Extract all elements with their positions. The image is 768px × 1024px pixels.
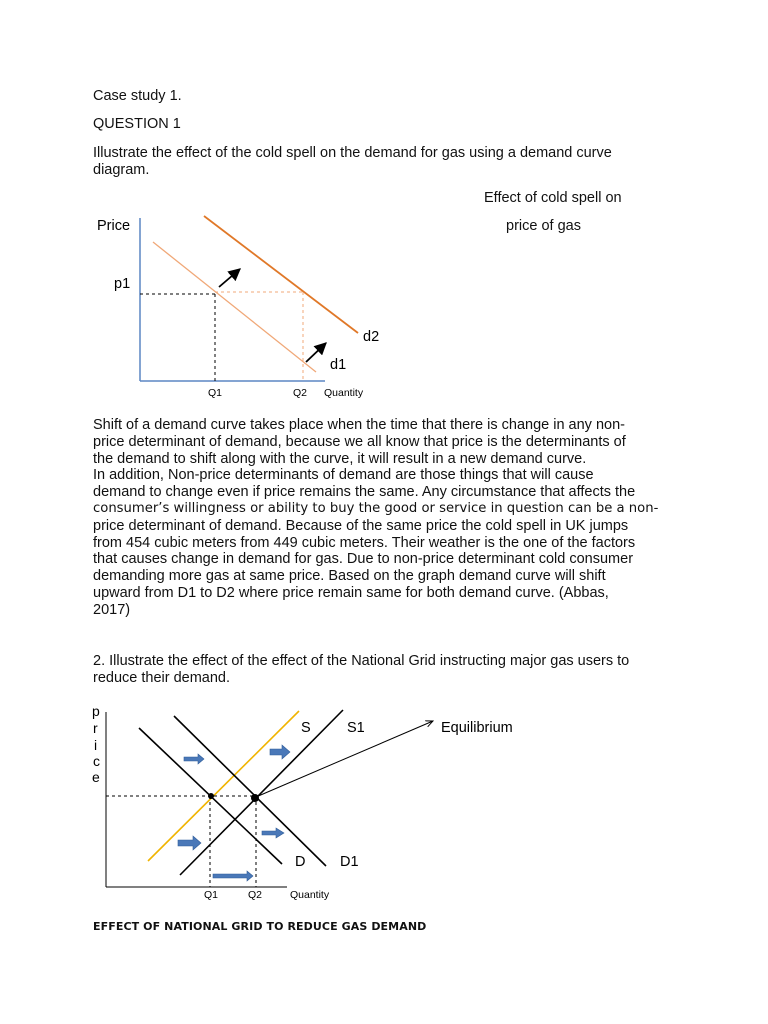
s-label: S — [301, 720, 311, 736]
d2-label: d2 — [363, 329, 380, 345]
price-letter-c: c — [93, 753, 100, 769]
equilibrium-point-1 — [208, 793, 214, 799]
q1-label: Q1 — [208, 387, 223, 399]
s1-label: S1 — [347, 720, 365, 736]
question-title: QUESTION 1 — [93, 116, 181, 132]
price-letter-p: p — [92, 703, 100, 719]
question-1-prompt-line-1: Illustrate the effect of the cold spell on the demand for gas using a demand curve — [93, 145, 612, 161]
paragraph-line: In addition, Non-price determinants of demand are those things that will cause — [93, 467, 594, 484]
paragraph-line: price determinant of demand, because we all know that price is the determinants of — [93, 433, 626, 450]
d-label: D — [295, 854, 306, 870]
figure-caption: EFFECT OF NATIONAL GRID TO REDUCE GAS DEMAND — [93, 920, 427, 933]
paragraph-line: demand to change even if price remains the same. Any circumstance that affects the — [93, 484, 636, 501]
p1-label: p1 — [114, 276, 131, 292]
case-title: Case study 1. — [93, 88, 182, 104]
question-1-prompt-line-2: diagram. — [93, 162, 150, 178]
side-note-line-2: price of gas — [506, 218, 581, 234]
question-2-line-2: reduce their demand. — [93, 670, 231, 686]
paragraph-line: 2017) — [93, 601, 131, 618]
paragraph-line: Shift of a demand curve takes place when the time that there is change in any non- — [93, 417, 625, 433]
supply-curve-s — [148, 711, 299, 861]
price-letter-i: i — [94, 737, 98, 753]
quantity-axis-label: Quantity — [324, 387, 364, 399]
shift-arrow-icon — [262, 828, 284, 838]
shift-arrow-icon — [178, 836, 201, 850]
price-letter-e: e — [92, 769, 100, 785]
paragraph-line: consumer’s willingness or ability to buy the good or service in question can be a non- — [93, 500, 659, 516]
q2-label: Q2 — [293, 387, 308, 399]
side-note-line-1: Effect of cold spell on — [484, 190, 622, 206]
paragraph-line: upward from D1 to D2 where price remain same for both demand curve. (Abbas, — [93, 584, 609, 601]
shift-arrow-icon — [184, 754, 204, 764]
paragraph-line: from 454 cubic meters from 449 cubic meters. Their weather is the one of the factors — [93, 534, 636, 551]
equilibrium-label: Equilibrium — [441, 720, 513, 736]
equilibrium-point-2 — [251, 794, 259, 802]
paragraph-line: price determinant of demand. Because of the same price the cold spell in UK jumps — [93, 517, 629, 534]
q1-label: Q1 — [204, 889, 219, 901]
d1-label: D1 — [340, 854, 359, 870]
supply-curve-s1 — [180, 710, 343, 875]
quantity-axis-label: Quantity — [290, 889, 330, 901]
price-letter-r: r — [93, 720, 98, 736]
d1-label: d1 — [330, 357, 347, 373]
paragraph-line: the demand to shift along with the curve, it will result in a new demand curve. — [93, 450, 587, 467]
shift-arrow-icon — [270, 745, 290, 759]
paragraph-line: that causes change in demand for gas. Due to non-price determinant cold consumer — [93, 551, 634, 568]
question-2-line-1: 2. Illustrate the effect of the effect of the National Grid instructing major gas users to — [93, 653, 630, 669]
paragraph-line: demanding more gas at same price. Based on the graph demand curve will shift — [93, 568, 606, 585]
q2-label: Q2 — [248, 889, 263, 901]
shift-arrow-icon — [213, 871, 253, 881]
d1-price-axis-label: Price — [97, 218, 131, 234]
equilibrium-pointer-arrow — [256, 721, 433, 797]
